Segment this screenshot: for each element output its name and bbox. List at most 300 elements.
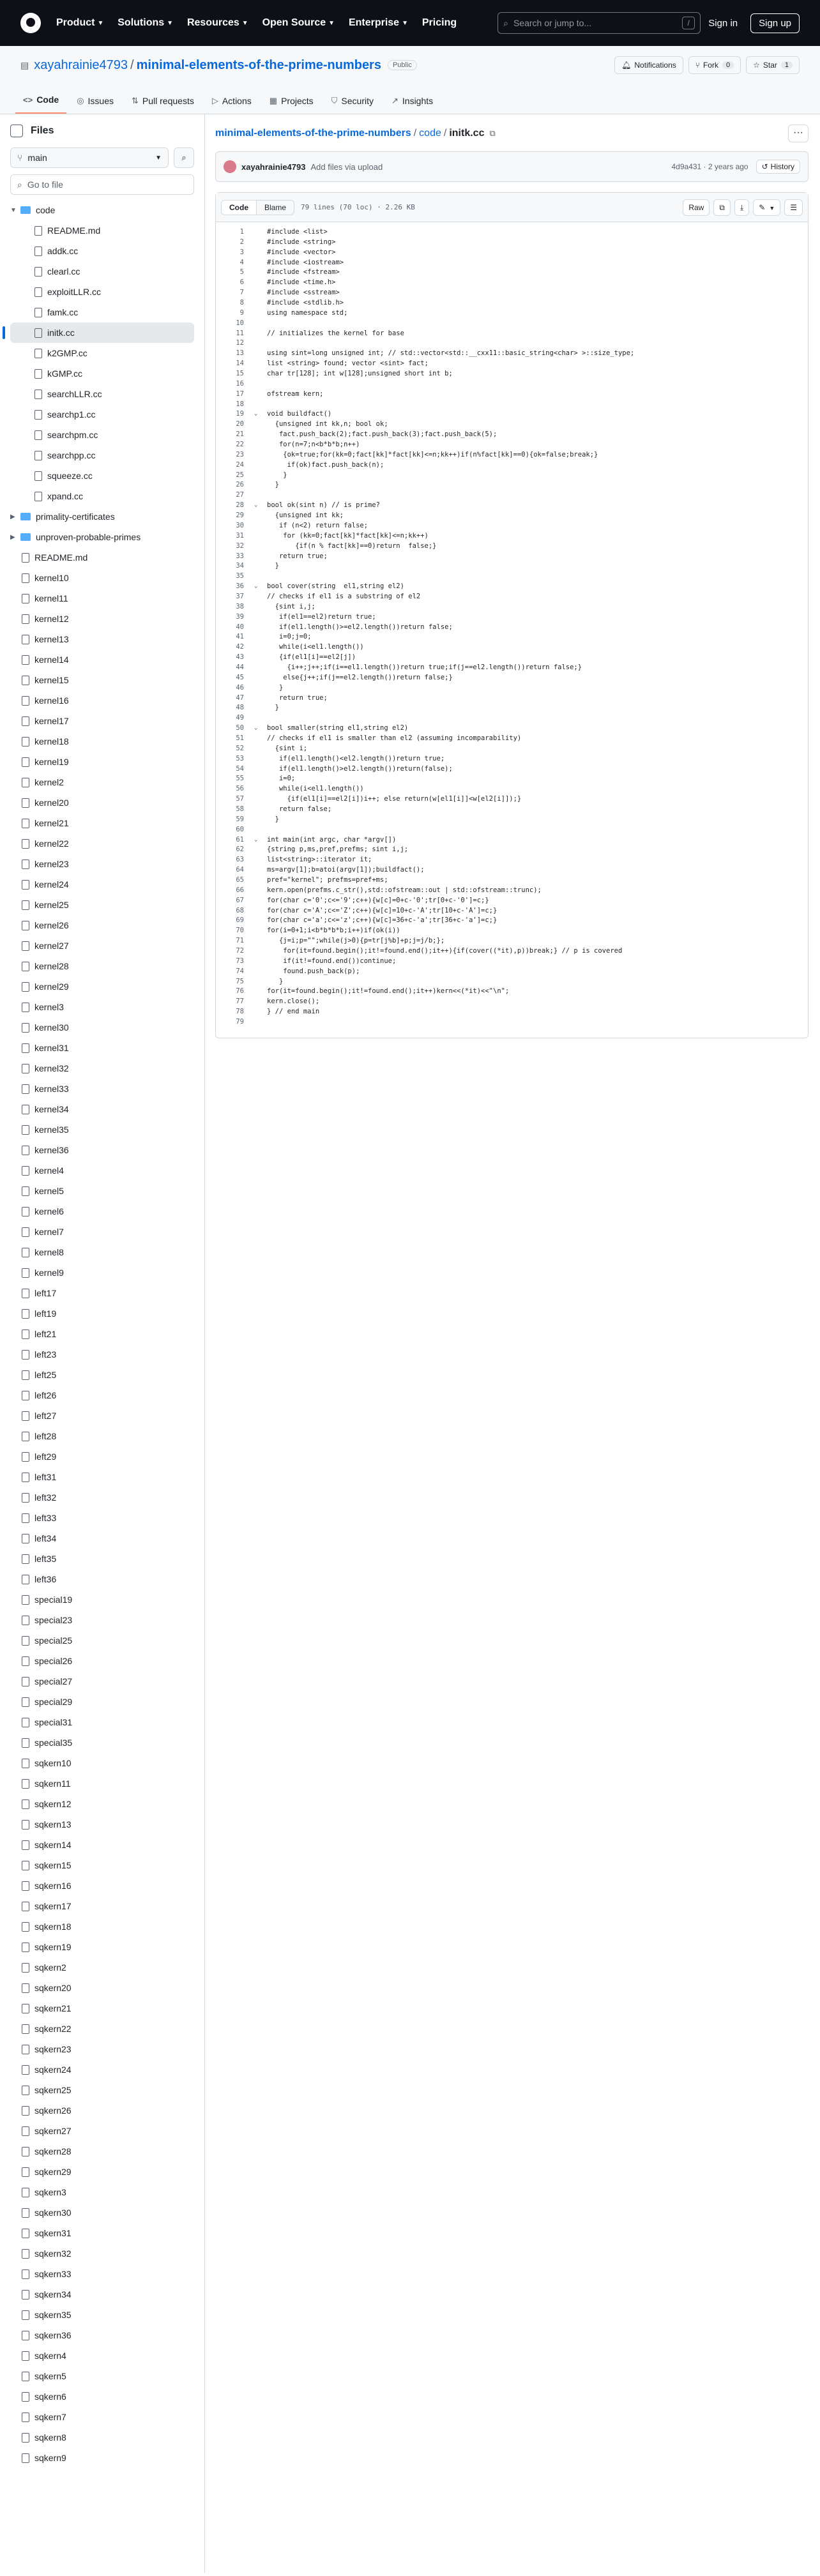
tree-item-label: sqkern19 <box>34 1942 72 1952</box>
line-number[interactable]: 14 <box>236 360 244 368</box>
tree-file[interactable] <box>10 1140 194 1160</box>
file-icon <box>34 308 42 317</box>
tab-pull-requests[interactable] <box>124 96 202 114</box>
tree-file[interactable] <box>10 711 194 731</box>
tree-file[interactable] <box>10 1896 194 1916</box>
tree-file[interactable] <box>10 1385 194 1405</box>
blame-view-button[interactable]: Blame <box>257 201 294 215</box>
line-number[interactable]: 73 <box>236 957 244 965</box>
nav-open-source[interactable] <box>262 17 335 29</box>
fold-chevron-icon[interactable]: ⌄ <box>254 836 258 843</box>
tree-item-label: k2GMP.cc <box>47 348 87 358</box>
tree-file[interactable] <box>10 1651 194 1671</box>
tree-file[interactable] <box>10 1692 194 1712</box>
tree-file[interactable] <box>10 486 194 506</box>
line-number[interactable]: 30 <box>236 521 244 529</box>
fold-gutter <box>254 926 267 936</box>
tree-file[interactable] <box>10 2427 194 2448</box>
tree-item-label: README.md <box>34 552 88 563</box>
tree-file[interactable] <box>10 1732 194 1753</box>
nav-pricing[interactable] <box>422 17 457 29</box>
tree-item-label: kernel14 <box>34 655 69 665</box>
tree-file[interactable] <box>10 874 194 895</box>
line-number[interactable]: 7 <box>239 289 244 297</box>
tree-file[interactable] <box>10 2019 194 2039</box>
line-number[interactable]: 65 <box>236 876 244 884</box>
file-icon <box>34 328 42 338</box>
nav-solutions[interactable] <box>118 17 173 29</box>
more-options-button[interactable] <box>788 125 809 142</box>
file-icon <box>22 1677 29 1686</box>
tree-file[interactable] <box>10 384 194 404</box>
line-number[interactable]: 74 <box>236 967 244 975</box>
tree-file[interactable] <box>10 956 194 976</box>
file-tree-sidebar <box>0 114 205 2573</box>
tree-item-label: kernel34 <box>34 1104 69 1114</box>
line-number[interactable]: 51 <box>236 734 244 742</box>
line-number[interactable]: 68 <box>236 906 244 914</box>
fold-gutter <box>254 308 267 319</box>
tree-file[interactable] <box>10 322 194 343</box>
nav-product[interactable] <box>56 17 103 29</box>
line-number[interactable]: 36 <box>236 582 244 591</box>
tree-item-label: kernel5 <box>34 1186 64 1196</box>
tree-item-label: kernel20 <box>34 798 69 808</box>
tree-file[interactable] <box>10 261 194 282</box>
tree-item-label: left26 <box>34 1390 57 1400</box>
tree-file[interactable] <box>10 1201 194 1222</box>
fold-gutter <box>254 450 267 460</box>
repo-owner-link[interactable]: xayahrainie4793 <box>34 57 128 72</box>
branch-selector[interactable] <box>10 148 169 168</box>
line-number[interactable]: 10 <box>236 319 244 327</box>
line-number[interactable]: 66 <box>236 886 244 894</box>
tree-file[interactable] <box>10 1467 194 1487</box>
line-number[interactable]: 8 <box>239 299 244 307</box>
fold-chevron-icon[interactable]: ⌄ <box>254 502 258 509</box>
line-number[interactable]: 41 <box>236 633 244 641</box>
tree-file[interactable] <box>10 1446 194 1467</box>
tree-file[interactable] <box>10 690 194 711</box>
code-line <box>216 987 808 997</box>
tab-code[interactable] <box>15 95 66 114</box>
tree-file[interactable] <box>10 2039 194 2059</box>
tree-file[interactable] <box>10 241 194 261</box>
tree-file[interactable] <box>10 936 194 956</box>
tree-file[interactable] <box>10 649 194 670</box>
tree-file[interactable] <box>10 1794 194 1814</box>
file-icon <box>22 2024 29 2034</box>
tree-file[interactable] <box>10 2080 194 2100</box>
line-number[interactable]: 45 <box>236 673 244 681</box>
tree-item-label: kernel27 <box>34 941 69 951</box>
breadcrumb-dir[interactable]: code <box>419 128 441 139</box>
line-number[interactable]: 75 <box>236 977 244 985</box>
tree-file[interactable] <box>10 2162 194 2182</box>
search-files-button[interactable] <box>174 148 194 168</box>
tree-file[interactable] <box>10 1058 194 1079</box>
tree-file[interactable] <box>10 1569 194 1589</box>
fold-chevron-icon[interactable]: ⌄ <box>254 411 258 418</box>
repo-name-link[interactable]: minimal-elements-of-the-prime-numbers <box>136 57 381 72</box>
tree-file[interactable] <box>10 1978 194 1998</box>
tree-file[interactable] <box>10 1855 194 1875</box>
line-number[interactable]: 37 <box>236 592 244 600</box>
line-number[interactable]: 63 <box>236 856 244 864</box>
file-icon <box>22 2147 29 2156</box>
notifications-label: Notifications <box>634 61 676 70</box>
tree-file[interactable] <box>10 854 194 874</box>
tree-file[interactable] <box>10 2448 194 2468</box>
line-number[interactable]: 24 <box>236 460 244 469</box>
tree-file[interactable] <box>10 2264 194 2284</box>
tree-file[interactable] <box>10 2223 194 2243</box>
tree-file[interactable] <box>10 1222 194 1242</box>
file-icon <box>22 1738 29 1748</box>
tree-file[interactable] <box>10 363 194 384</box>
tree-file[interactable] <box>10 976 194 997</box>
tree-folder[interactable] <box>10 527 194 547</box>
tree-file[interactable] <box>10 1610 194 1630</box>
line-number[interactable]: 20 <box>236 420 244 428</box>
tree-file[interactable] <box>10 1875 194 1896</box>
line-number[interactable]: 47 <box>236 693 244 702</box>
tree-file[interactable] <box>10 1508 194 1528</box>
line-number[interactable]: 16 <box>236 379 244 388</box>
tree-file[interactable] <box>10 2141 194 2162</box>
line-number[interactable]: 58 <box>236 805 244 813</box>
symbols-button[interactable] <box>784 199 803 216</box>
fold-gutter <box>254 896 267 906</box>
tree-file[interactable] <box>10 1814 194 1835</box>
chevron-right-icon[interactable]: ▶ <box>10 533 15 541</box>
tree-file[interactable] <box>10 1017 194 1038</box>
code-text: found.push_back(p); <box>267 967 360 975</box>
tree-file[interactable] <box>10 343 194 363</box>
line-number[interactable]: 40 <box>236 623 244 631</box>
file-tree <box>10 200 194 2468</box>
tree-file[interactable] <box>10 282 194 302</box>
line-number[interactable]: 21 <box>236 430 244 439</box>
tree-file[interactable] <box>10 895 194 915</box>
tree-file[interactable] <box>10 1242 194 1262</box>
line-number[interactable]: 27 <box>236 491 244 499</box>
fold-chevron-icon[interactable]: ⌄ <box>254 583 258 590</box>
tree-file[interactable] <box>10 752 194 772</box>
tree-file[interactable] <box>10 1324 194 1344</box>
sign-in-link[interactable]: Sign in <box>708 17 738 29</box>
nav-enterprise[interactable] <box>349 17 408 29</box>
line-number[interactable]: 48 <box>236 704 244 712</box>
line-number[interactable]: 34 <box>236 562 244 570</box>
line-number[interactable]: 26 <box>236 481 244 489</box>
search-input[interactable] <box>497 12 701 34</box>
line-number[interactable]: 23 <box>236 450 244 458</box>
tree-item-label: kernel11 <box>34 593 68 603</box>
line-number[interactable]: 70 <box>236 927 244 935</box>
graph-icon: ↗ <box>391 96 399 105</box>
tree-file[interactable] <box>10 302 194 322</box>
line-number[interactable]: 39 <box>236 612 244 621</box>
line-number[interactable]: 33 <box>236 552 244 560</box>
tree-file[interactable] <box>10 2366 194 2386</box>
line-number[interactable]: 52 <box>236 744 244 752</box>
tab-security[interactable] <box>324 96 381 114</box>
code-text: #include <vector> <box>267 248 336 256</box>
file-icon <box>22 1084 29 1094</box>
line-number[interactable]: 62 <box>236 845 244 854</box>
tree-file[interactable] <box>10 2202 194 2223</box>
line-number[interactable]: 5 <box>239 268 244 277</box>
tree-file[interactable] <box>10 1998 194 2019</box>
tree-file[interactable] <box>10 2121 194 2141</box>
line-number[interactable]: 78 <box>236 1008 244 1016</box>
line-number[interactable]: 4 <box>239 258 244 266</box>
tree-file[interactable] <box>10 1773 194 1794</box>
tree-item-label: sqkern3 <box>34 2187 66 2197</box>
code-text: ofstream kern; <box>267 390 324 398</box>
history-button[interactable] <box>756 160 800 174</box>
tree-file[interactable] <box>10 1365 194 1385</box>
tree-file[interactable] <box>10 2305 194 2325</box>
file-icon <box>22 778 29 787</box>
edit-button[interactable] <box>753 199 780 216</box>
code-view-button[interactable]: Code <box>222 201 257 215</box>
file-icon <box>34 492 42 501</box>
line-number[interactable]: 69 <box>236 916 244 925</box>
tree-file[interactable] <box>10 1671 194 1692</box>
line-number[interactable]: 38 <box>236 602 244 610</box>
code-text: } // end main <box>267 1008 320 1016</box>
tree-file[interactable] <box>10 2182 194 2202</box>
sign-up-button[interactable]: Sign up <box>750 13 800 33</box>
tree-file[interactable] <box>10 1344 194 1365</box>
tree-file[interactable] <box>10 1487 194 1508</box>
tree-file[interactable] <box>10 1119 194 1140</box>
tree-file[interactable] <box>10 1549 194 1569</box>
chevron-right-icon[interactable]: ▶ <box>10 513 15 520</box>
fold-gutter <box>254 319 267 329</box>
copy-icon[interactable]: ⧉ <box>489 128 496 138</box>
tree-file[interactable] <box>10 1181 194 1201</box>
file-icon <box>22 2229 29 2238</box>
line-number[interactable]: 17 <box>236 390 244 398</box>
line-number[interactable]: 64 <box>236 866 244 874</box>
tree-file[interactable] <box>10 1099 194 1119</box>
tree-file[interactable] <box>10 220 194 241</box>
file-icon <box>34 226 42 236</box>
tree-file[interactable] <box>10 1835 194 1855</box>
tree-file[interactable] <box>10 2386 194 2407</box>
tree-item-label: special23 <box>34 1615 73 1625</box>
line-number[interactable]: 76 <box>236 987 244 996</box>
line-number[interactable]: 79 <box>236 1018 244 1026</box>
line-number[interactable]: 53 <box>236 754 244 762</box>
line-number[interactable]: 61 <box>236 835 244 844</box>
line-number[interactable]: 49 <box>236 714 244 722</box>
line-number[interactable]: 25 <box>236 471 244 479</box>
tree-file[interactable] <box>10 2345 194 2366</box>
tree-file[interactable] <box>10 445 194 466</box>
tree-file[interactable] <box>10 1916 194 1937</box>
line-number[interactable]: 60 <box>236 825 244 833</box>
tree-file[interactable] <box>10 1262 194 1283</box>
tree-item-label: kernel26 <box>34 920 69 930</box>
line-number[interactable]: 54 <box>236 764 244 773</box>
line-number[interactable]: 18 <box>236 400 244 408</box>
tree-folder[interactable] <box>10 506 194 527</box>
tree-file[interactable] <box>10 915 194 936</box>
code-line <box>216 278 808 288</box>
line-number[interactable]: 55 <box>236 775 244 783</box>
nav-resources[interactable] <box>187 17 248 29</box>
tree-file[interactable] <box>10 2325 194 2345</box>
code-line <box>216 440 808 450</box>
file-icon <box>22 962 29 971</box>
line-number[interactable]: 15 <box>236 370 244 378</box>
tree-file[interactable] <box>10 1038 194 1058</box>
tree-file[interactable] <box>10 1303 194 1324</box>
download-button[interactable] <box>734 199 749 216</box>
chevron-down-icon[interactable]: ▼ <box>10 206 17 214</box>
tree-file[interactable] <box>10 588 194 609</box>
star-button[interactable] <box>746 56 800 74</box>
tree-item-label: sqkern11 <box>34 1778 71 1789</box>
tree-file[interactable] <box>10 813 194 833</box>
line-number[interactable]: 6 <box>239 278 244 287</box>
tree-file[interactable] <box>10 547 194 568</box>
tree-file[interactable] <box>10 772 194 792</box>
breadcrumb-repo[interactable]: minimal-elements-of-the-prime-numbers <box>215 128 411 139</box>
line-number[interactable]: 3 <box>239 248 244 256</box>
commit-sha[interactable]: 4d9a431 · 2 years ago <box>671 162 748 171</box>
line-number[interactable]: 31 <box>236 531 244 540</box>
tree-file[interactable] <box>10 1405 194 1426</box>
tree-file[interactable] <box>10 609 194 629</box>
tab-projects[interactable] <box>262 96 321 114</box>
tab-issues[interactable] <box>69 96 121 114</box>
tree-file[interactable] <box>10 1753 194 1773</box>
line-number[interactable]: 22 <box>236 441 244 449</box>
line-number[interactable]: 32 <box>236 542 244 550</box>
tree-file[interactable] <box>10 1957 194 1978</box>
tree-file[interactable] <box>10 1589 194 1610</box>
tree-file[interactable] <box>10 425 194 445</box>
code-line <box>216 268 808 278</box>
tree-item-label: kernel35 <box>34 1125 69 1135</box>
commit-author[interactable]: xayahrainie4793 <box>241 162 306 172</box>
line-number[interactable]: 71 <box>236 937 244 945</box>
tree-folder[interactable] <box>10 200 194 220</box>
breadcrumb-file: initk.cc <box>449 128 485 139</box>
code-text: {ok=true;for(kk=0;fact[kk]*fact[kk]<=n;kk++)if(n%fact[kk]==0){ok=false;break;} <box>267 450 598 458</box>
notifications-button[interactable] <box>614 56 683 74</box>
tree-item-label: kernel24 <box>34 879 69 890</box>
line-number[interactable]: 2 <box>239 238 244 246</box>
tree-file[interactable] <box>10 1528 194 1549</box>
tab-insights[interactable] <box>384 96 441 114</box>
commit-message[interactable]: Add files via upload <box>310 162 383 172</box>
line-number[interactable]: 46 <box>236 683 244 692</box>
fold-chevron-icon[interactable]: ⌄ <box>254 725 258 732</box>
code-text: for(it=found.begin();it!=found.end();it++){if(cover((*it),p))break;} // p is covered <box>267 947 623 955</box>
line-number[interactable]: 56 <box>236 785 244 793</box>
raw-button[interactable]: Raw <box>683 199 710 216</box>
line-number[interactable]: 12 <box>236 339 244 347</box>
line-number[interactable]: 67 <box>236 896 244 904</box>
tree-file[interactable] <box>10 2284 194 2305</box>
line-number[interactable]: 77 <box>236 997 244 1006</box>
tree-item-label: sqkern13 <box>34 1819 72 1830</box>
tree-file[interactable] <box>10 792 194 813</box>
tree-file[interactable] <box>10 2243 194 2264</box>
tree-file[interactable] <box>10 629 194 649</box>
tree-file[interactable] <box>10 404 194 425</box>
fork-button[interactable] <box>688 56 741 74</box>
tree-file[interactable] <box>10 1937 194 1957</box>
tree-file[interactable] <box>10 833 194 854</box>
code-line <box>216 319 808 329</box>
line-number[interactable]: 57 <box>236 795 244 803</box>
tree-file[interactable] <box>10 731 194 752</box>
line-number[interactable]: 11 <box>236 329 244 337</box>
line-number[interactable]: 50 <box>236 724 244 732</box>
tree-file[interactable] <box>10 1712 194 1732</box>
line-number[interactable]: 72 <box>236 947 244 955</box>
line-number[interactable]: 42 <box>236 643 244 651</box>
tree-item-label: kGMP.cc <box>47 368 82 379</box>
tree-file[interactable] <box>10 1079 194 1099</box>
go-to-file-input[interactable] <box>10 174 194 195</box>
line-number[interactable]: 44 <box>236 663 244 671</box>
tree-file[interactable] <box>10 1283 194 1303</box>
tree-file[interactable] <box>10 1426 194 1446</box>
avatar[interactable] <box>224 160 236 173</box>
line-number[interactable]: 9 <box>239 308 244 317</box>
tree-item-label: sqkern14 <box>34 1840 72 1850</box>
file-icon <box>22 1963 29 1973</box>
tree-file[interactable] <box>10 1160 194 1181</box>
line-number[interactable]: 35 <box>236 572 244 580</box>
tree-file[interactable] <box>10 2407 194 2427</box>
copy-raw-button[interactable] <box>713 199 731 216</box>
line-number[interactable]: 1 <box>239 228 244 236</box>
code-text: for(i=0+1;i<b*b*b*b;i++)if(ok(i)) <box>267 927 400 935</box>
tree-file[interactable] <box>10 568 194 588</box>
line-number[interactable]: 59 <box>236 815 244 823</box>
line-number[interactable]: 13 <box>236 349 244 358</box>
github-logo-icon[interactable] <box>20 13 41 33</box>
tree-file[interactable] <box>10 2059 194 2080</box>
tree-file[interactable] <box>10 466 194 486</box>
chevron-down-icon: ▼ <box>328 19 335 27</box>
fold-gutter <box>254 906 267 916</box>
tree-file[interactable] <box>10 670 194 690</box>
file-icon <box>34 287 42 297</box>
line-number[interactable]: 43 <box>236 653 244 662</box>
tree-file[interactable] <box>10 1630 194 1651</box>
code-text: for(it=found.begin();it!=found.end();it++)kern<<(*it)<<"\n"; <box>267 987 510 996</box>
tree-file[interactable] <box>10 997 194 1017</box>
line-number[interactable]: 29 <box>236 511 244 520</box>
file-icon <box>22 1595 29 1605</box>
line-number[interactable]: 28 <box>236 501 244 510</box>
tree-file[interactable] <box>10 2100 194 2121</box>
line-number[interactable]: 19 <box>236 410 244 418</box>
tab-actions[interactable] <box>204 96 259 114</box>
sidebar-collapse-icon[interactable] <box>10 125 23 137</box>
file-icon <box>34 246 42 256</box>
